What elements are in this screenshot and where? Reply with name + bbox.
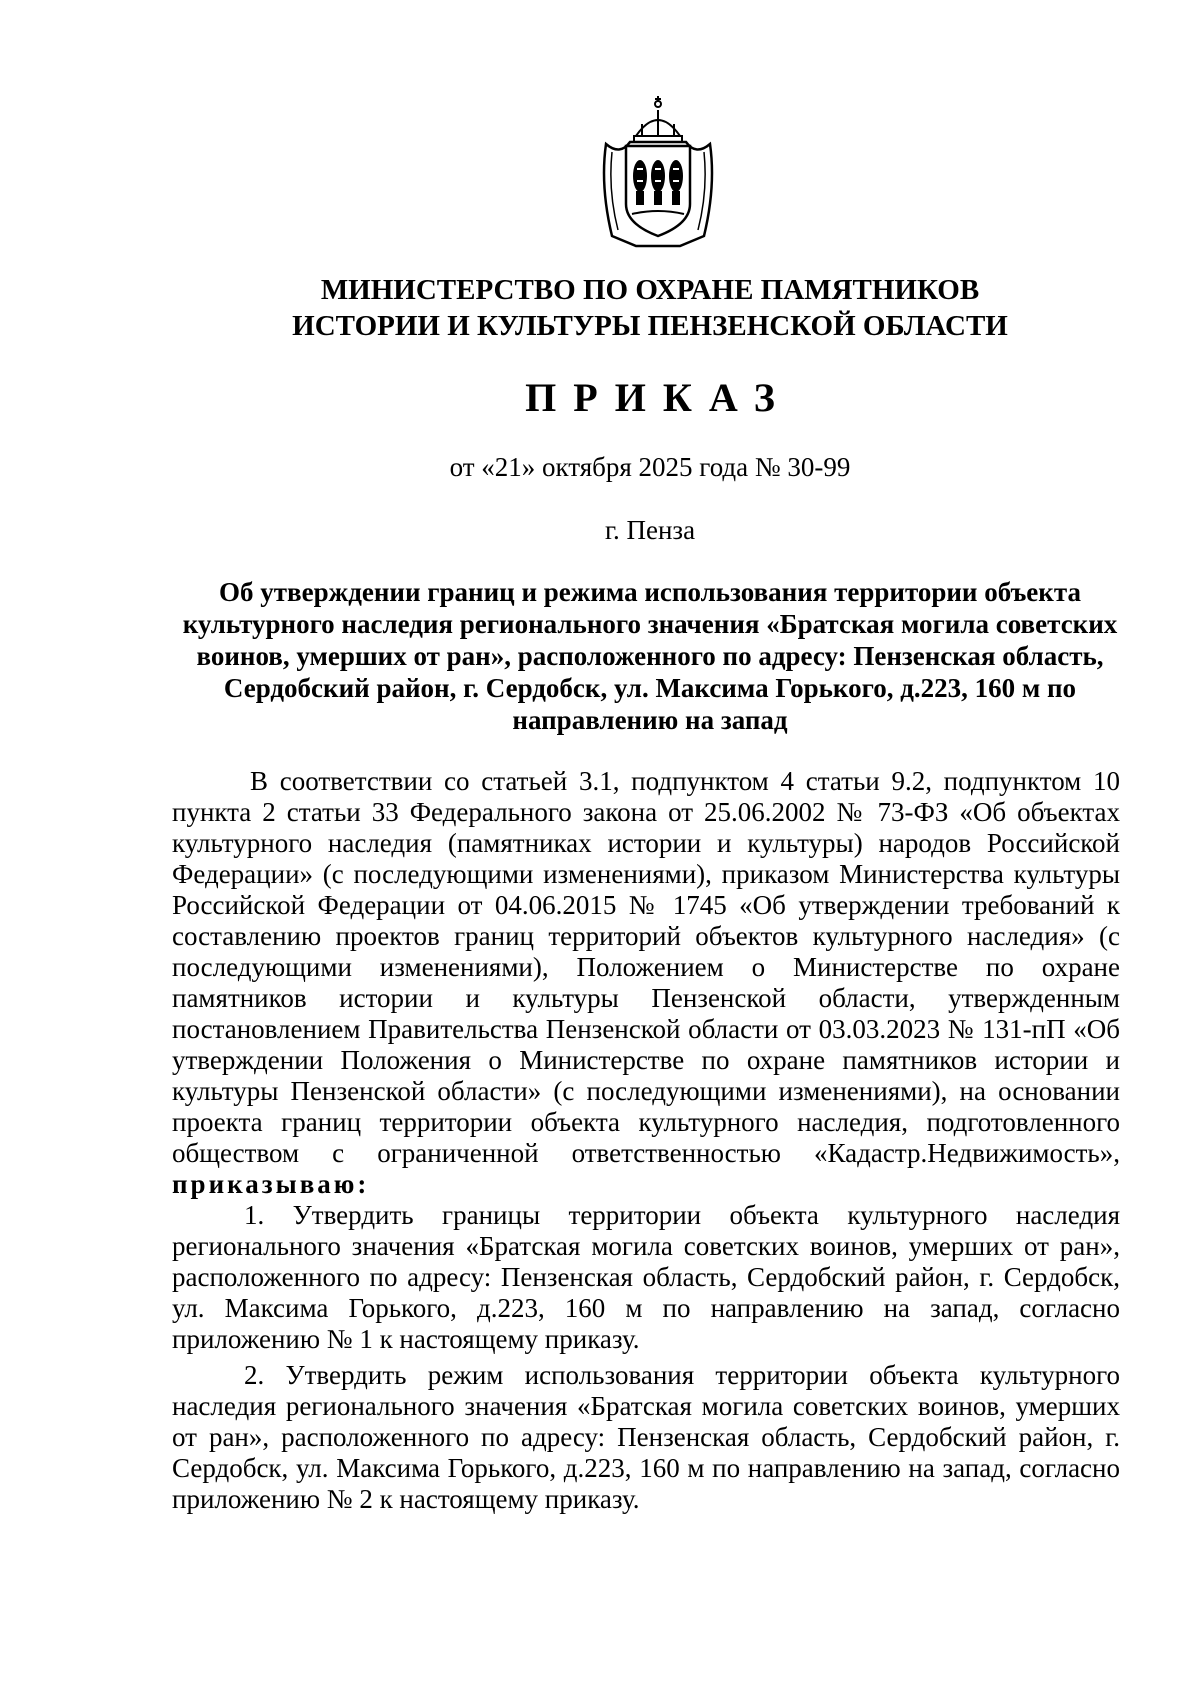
document-title: ПРИКАЗ	[525, 375, 792, 420]
order-word: приказываю:	[172, 1169, 370, 1199]
order-item-2: 2. Утвердить режим использования территории объекта культурного наследия регионального значения «Братская могила советских воинов, умерших от ран», расположенного по адресу: Пензенская область, Сердобский район, г. Сердобск, ул. Максима Горького, д.223, 160 м по направлению на запад, согласно приложению № 2 к настоящему приказу.	[172, 1360, 1120, 1514]
order-item-1: 1. Утвердить границы территории объекта культурного наследия регионального значения «Братская могила советских воинов, умерших от ран», расположенного по адресу: Пензенская область, Сердобский район, г. Сердобск, ул. Максима Горького, д.223, 160 м по направлению на запад, согласно приложению № 1 к настоящему приказу.	[172, 1200, 1120, 1354]
order-body	[172, 766, 1120, 1515]
ministry-name-line-2: ИСТОРИИ И КУЛЬТУРЫ ПЕНЗЕНСКОЙ ОБЛАСТИ	[292, 310, 1008, 342]
order-date-number: от «21» октября 2025 года № 30-99	[449, 452, 851, 482]
ministry-name-line-1: МИНИСТЕРСТВО ПО ОХРАНЕ ПАМЯТНИКОВ	[320, 274, 980, 306]
ministry-name	[150, 272, 1150, 344]
penza-coat-of-arms-icon	[596, 96, 720, 252]
city: г. Пенза	[604, 515, 696, 545]
order-subject: Об утверждении границ и режима использования территории объекта культурного наследия регионального значения «Братская могила советских воинов, умерших от ран», расположенного по адресу: Пензенская область, Сердобский район, г. Сердобск, ул. Максима Горького, д.223, 160 м по направлению на запад	[182, 577, 1118, 735]
preamble-paragraph	[172, 766, 1120, 1200]
preamble-text: В соответствии со статьей 3.1, подпунктом 4 статьи 9.2, подпунктом 10 пункта 2 статьи 33 Федерального закона от 25.06.2002 № 73-ФЗ «Об объектах культурного наследия (памятниках истории и культуры) народов Российской Федерации» (с последующими изменениями), приказом Министерства культуры Российской Федерации от 04.06.2015 № 1745 «Об утверждении требований к составлению проектов границ территорий объектов культурного наследия» (с последующими изменениями), Положением о Министерстве по охране памятников истории и культуры Пензенской области, утвержденным постановлением Правительства Пензенской области от 03.03.2023 № 131-пП «Об утверждении Положения о Министерстве по охране памятников истории и культуры Пензенской области» (с последующими изменениями), на основании проекта границ территории объекта культурного наследия, подготовленного обществом с ограниченной ответственностью «Кадастр.Недвижимость»,	[172, 766, 1120, 1168]
